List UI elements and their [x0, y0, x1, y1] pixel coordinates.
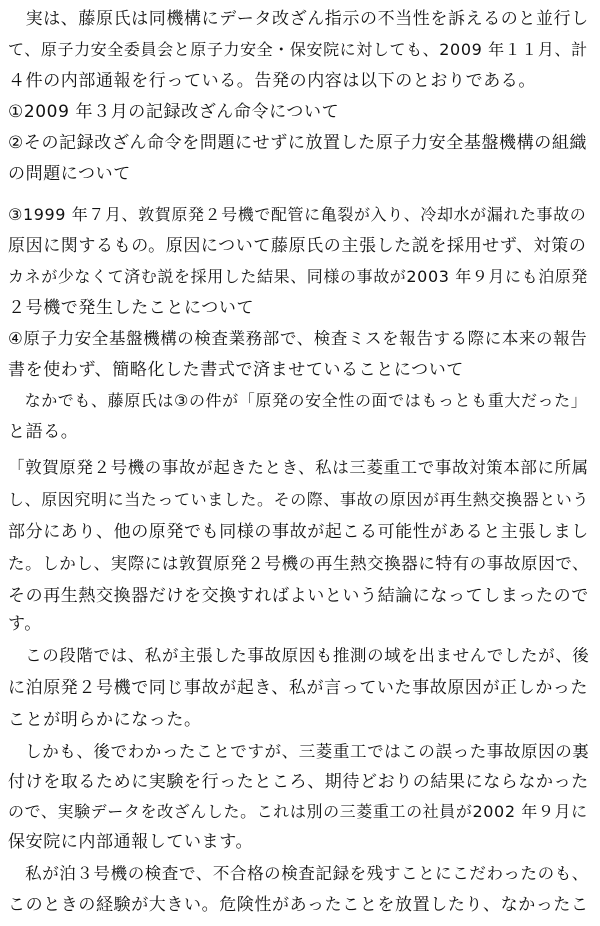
text-line: ４件の内部通報を行っている。告発の内容は以下のとおりである。 [8, 71, 536, 91]
text-line: た。しかし、実際には敦賀原発２号機の再生熱交換器に特有の事故原因で、 [8, 554, 590, 573]
text-line: カネが少なくて済む説を採用した結果、同様の事故が2003 年９月にも泊原発 [8, 267, 589, 286]
text-line: その再生熱交換器だけを交換すればよいという結論になってしまったので [8, 586, 589, 606]
text-line: て、原子力安全委員会と原子力安全・保安院に対しても、2009 年１１月、計 [8, 40, 588, 59]
text-line: ことが明らかになった。 [8, 710, 202, 730]
text-line: 保安院に内部通報しています。 [8, 832, 254, 852]
text-line: と語る。 [8, 422, 79, 442]
text-line: 私が泊３号機の検査で、不合格の検査記録を残すことにこだわったのも、 [8, 864, 589, 883]
text-line: 部分にあり、他の原発でも同様の事故が起こる可能性があると主張しまし [8, 522, 589, 542]
text-line: なかでも、藤原氏は③の件が「原発の安全性の面ではもっとも重大だった」 [8, 391, 588, 410]
text-line: 実は、藤原氏は同機構にデータ改ざん指示の不当性を訴えるのと並行し [8, 9, 589, 29]
text-line: ①2009 年３月の記録改ざん命令について [8, 102, 340, 122]
text-line: 原因に関するもの。原因について藤原氏の主張した説を採用せず、対策の [8, 236, 587, 256]
text-line: に泊原発２号機で同じ事故が起き、私が言っていた事故原因が正しかった [8, 678, 589, 698]
text-line: す。 [8, 614, 42, 634]
text-line: しかも、後でわかったことですが、三菱重工ではこの誤った事故原因の裏 [8, 742, 590, 761]
text-line: ２号機で発生したことについて [8, 298, 255, 318]
text-line: 付けを取るために実験を行ったところ、期待どおりの結果にならなかった [8, 772, 589, 792]
text-line: ④原子力安全基盤機構の検査業務部で、検査ミスを報告する際に本来の報告 [8, 329, 588, 348]
text-line: このときの経験が大きい。危険性があったことを放置したり、なかったこ [8, 895, 589, 915]
text-line: この段階では、私が主張した事故原因も推測の域を出ませんでしたが、後 [8, 646, 590, 665]
text-line: ②その記録改ざん命令を問題にせずに放置した原子力安全基盤機構の組織 [8, 133, 588, 153]
text-line: ので、実験データを改ざんした。これは別の三菱重工の社員が2002 年９月に [8, 802, 588, 821]
text-line: し、原因究明に当たっていました。その際、事故の原因が再生熱交換器という [8, 490, 590, 509]
text-line: 「敦賀原発２号機の事故が起きたとき、私は三菱重工で事故対策本部に所属 [8, 458, 589, 477]
text-line: ③1999 年７月、敦賀原発２号機で配管に亀裂が入り、冷却水が漏れた事故の [8, 205, 587, 224]
text-line: の問題について [8, 164, 131, 184]
text-line: 書を使わず、簡略化した書式で済ませていることについて [8, 360, 464, 380]
